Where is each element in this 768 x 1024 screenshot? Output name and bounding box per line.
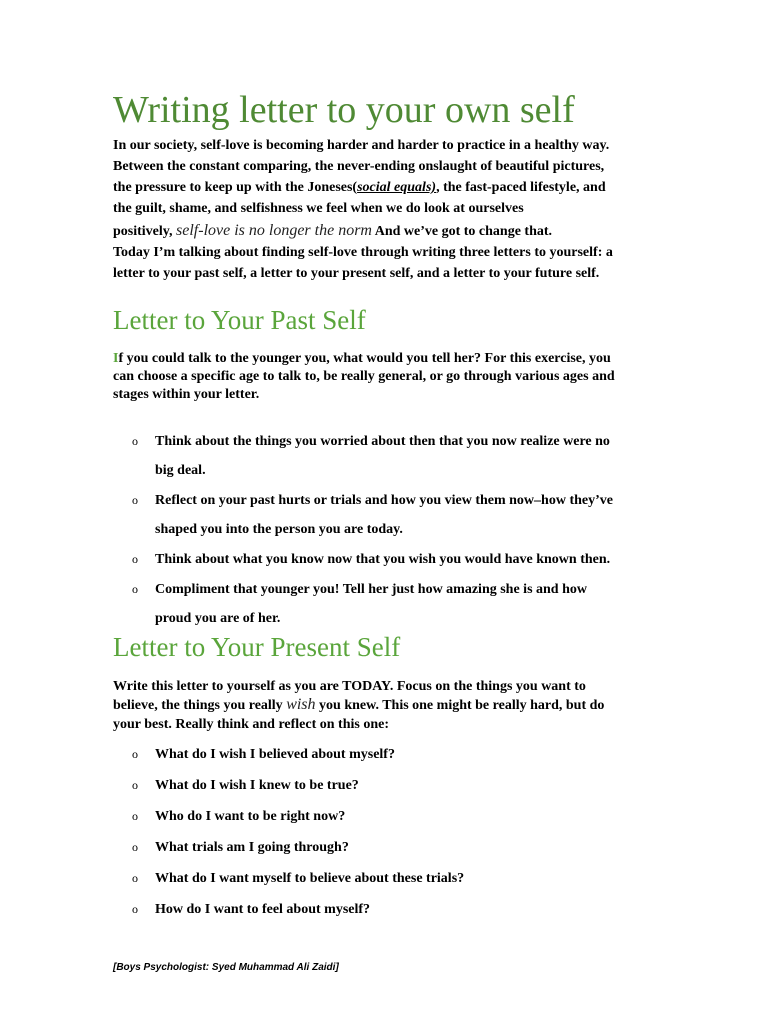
intro-line-3-part-a: the pressure to keep up with the Joneses( [113, 180, 358, 195]
page-footer: [Boys Psychologist: Syed Muhammad Ali Zaidi] [113, 962, 339, 973]
bullet-text: Think about what you know now that you wish you would have known then. [155, 552, 611, 567]
present-line-2-part-a: believe, the things you really [113, 698, 287, 713]
bullet-text-continued: proud you are of her. [155, 611, 281, 626]
bullet-marker: o [132, 434, 138, 448]
intro-line-3 [113, 178, 606, 198]
past-line-1-text: f you could talk to the younger you, what would you tell her? For this exercise, you [118, 351, 611, 366]
intro-line-5-part-a: positively, [113, 224, 177, 239]
bullet-text: How do I want to feel about myself? [155, 902, 371, 917]
present-line-2-part-b: you knew. This one might be really hard, but do [315, 698, 605, 713]
intro-line-2: Between the constant comparing, the never-ending onslaught of beautiful pictures, [113, 159, 605, 174]
intro-line-5-part-b: And we’ve got to change that. [371, 224, 553, 239]
bullet-text-continued: big deal. [155, 463, 206, 478]
page-title: Writing letter to your own self [113, 89, 575, 131]
bullet-marker: o [132, 552, 138, 566]
bullet-marker: o [132, 902, 138, 916]
bullet-text: Think about the things you worried about then that you now realize were no [155, 434, 610, 449]
past-line-2: can choose a specific age to talk to, be really general, or go through various ages and [113, 369, 615, 384]
bullet-marker: o [132, 747, 138, 761]
bullet-text-continued: shaped you into the person you are today. [155, 522, 403, 537]
intro-line-5 [113, 221, 552, 242]
present-line-2 [113, 696, 604, 715]
bullet-marker: o [132, 582, 138, 596]
bullet-marker: o [132, 809, 138, 823]
past-line-3: stages within your letter. [113, 387, 260, 402]
bullet-text: What do I want myself to believe about these trials? [155, 871, 465, 886]
present-line-3: your best. Really think and reflect on this one: [113, 717, 389, 732]
social-equals-text: social equals) [357, 180, 437, 195]
bullet-text: Compliment that younger you! Tell her just how amazing she is and how [155, 582, 587, 597]
wish-text: wish [286, 696, 316, 713]
past-line-1 [113, 350, 611, 368]
bullet-text: Who do I want to be right now? [155, 809, 346, 824]
bullet-marker: o [132, 778, 138, 792]
bullet-text: What do I wish I knew to be true? [155, 778, 359, 793]
bullet-marker: o [132, 871, 138, 885]
bullet-marker: o [132, 840, 138, 854]
bullet-text: What trials am I going through? [155, 840, 349, 855]
intro-line-3-part-b: , the fast-paced lifestyle, and [436, 180, 606, 195]
bullet-marker: o [132, 493, 138, 507]
drop-cap-letter: I [113, 351, 119, 366]
past-self-heading: Letter to Your Past Self [113, 305, 366, 335]
present-line-1: Write this letter to yourself as you are TODAY. Focus on the things you want to [113, 679, 586, 694]
intro-line-4: the guilt, shame, and selfishness we feel when we do look at ourselves [113, 201, 524, 216]
present-self-heading: Letter to Your Present Self [113, 632, 401, 662]
bullet-text: Reflect on your past hurts or trials and how you view them now–how they’ve [155, 493, 613, 508]
intro-line-6: Today I’m talking about finding self-love through writing three letters to yourself: a [113, 245, 613, 260]
intro-line-1: In our society, self-love is becoming harder and harder to practice in a healthy way. [113, 138, 610, 153]
self-love-norm-text: self-love is no longer the norm [176, 222, 372, 239]
intro-line-7: letter to your past self, a letter to your present self, and a letter to your future self. [113, 266, 600, 281]
bullet-text: What do I wish I believed about myself? [155, 747, 395, 762]
